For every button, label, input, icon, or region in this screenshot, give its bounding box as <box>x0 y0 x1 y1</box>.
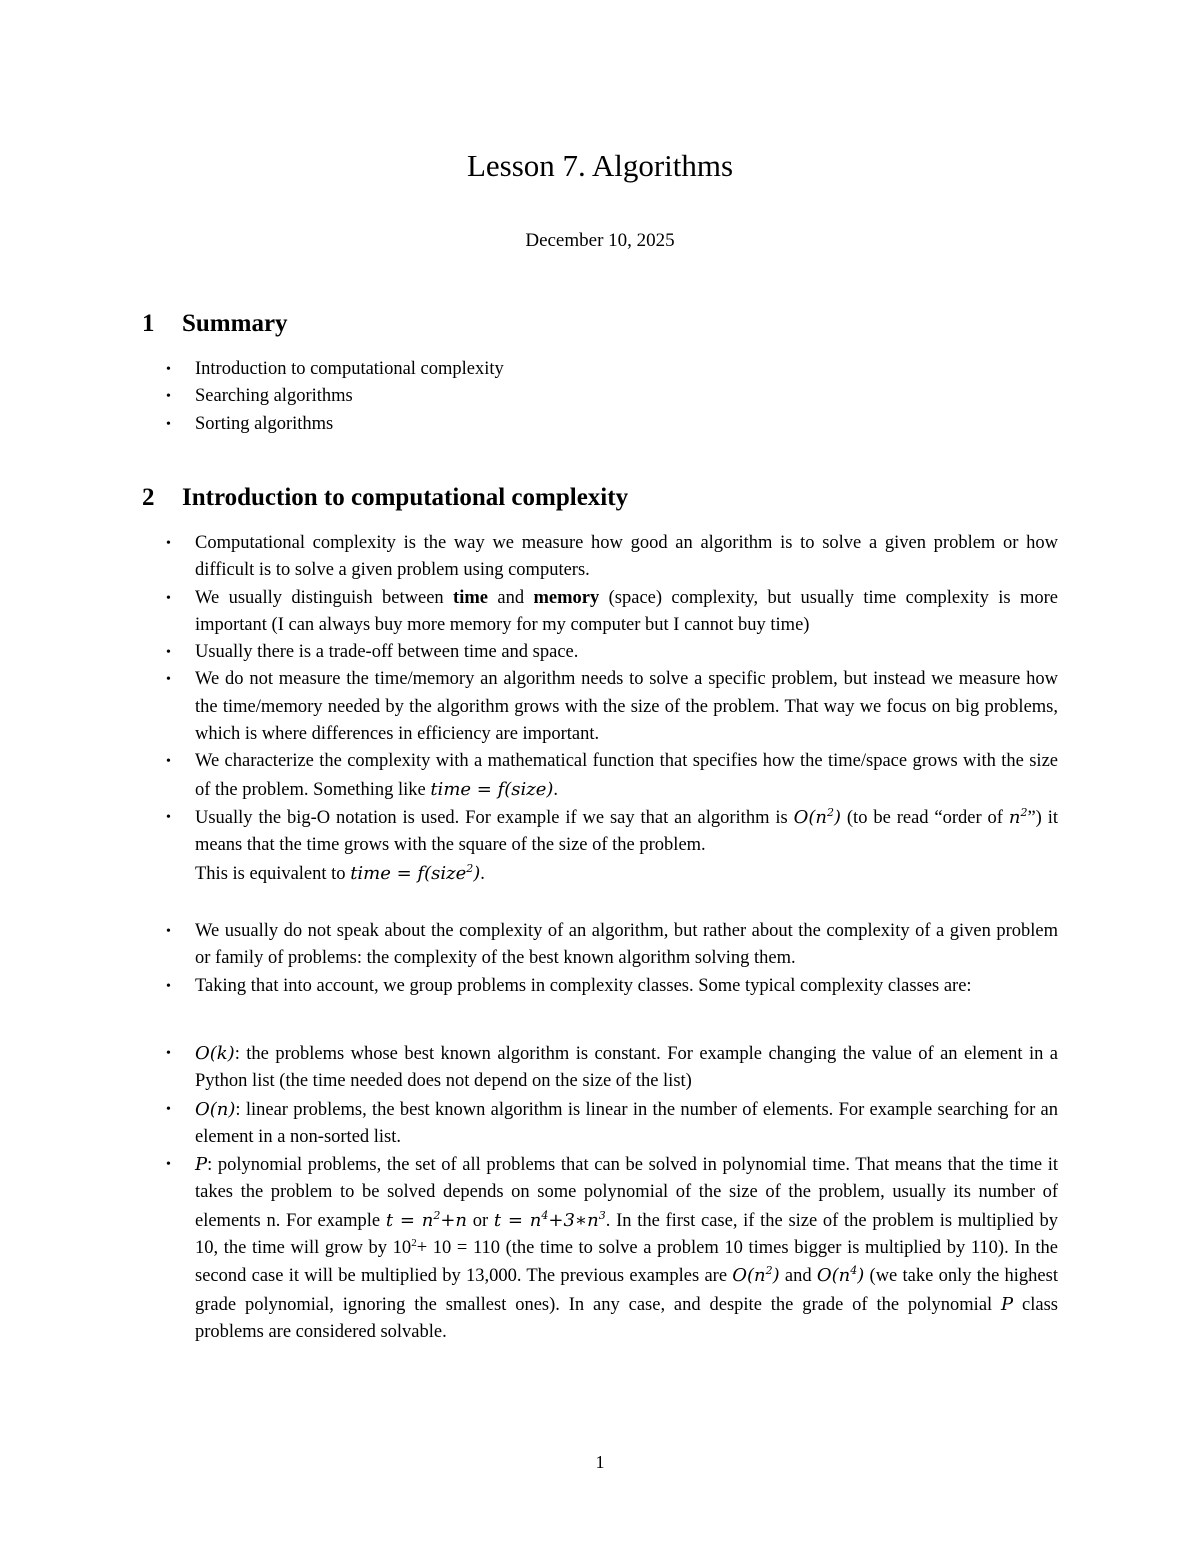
bullet-icon: • <box>166 590 171 606</box>
bullet-icon: • <box>166 754 171 770</box>
math-expression: $t = n^2+n$ <box>385 1208 468 1231</box>
bullet-icon: • <box>166 1157 171 1173</box>
math-expression: $t = n^4+3∗n^3$ <box>493 1208 606 1231</box>
bullet-icon: • <box>166 924 171 939</box>
bullet-icon: • <box>166 645 171 661</box>
section-title: Summary <box>182 310 288 337</box>
list-item: • We usually do not speak about the complexity of an algorithm, but rather about the complexity of a given problem or family of problems: the complexity of the best known algorithm solving them. <box>166 918 1058 973</box>
complexity-list-a <box>166 530 1058 888</box>
list-item: • Searching algorithms <box>166 383 1058 410</box>
list-item: • Usually there is a trade-off between time and space. <box>166 639 1058 666</box>
math-expression: $O(n^2)$ <box>732 1264 780 1287</box>
bullet-icon: • <box>166 809 171 825</box>
math-expression: P <box>195 1154 208 1176</box>
list-item: • P: polynomial problems, the set of all problems that can be solved in polynomial time. That means that the time it takes the problem to be solved depends on some polynomial of the size of the problem, usually its number of elements n. For example $t = n^2+n$ or $t = n^4+3∗n^3$. In the first case, if the size of the problem is multiplied by 10, the time will grow by $10^2+ 10 = 110$ (the time to solve a problem 10 times bigger is multiplied by 110). In the second case it will be multiplied by 13,000. The previous examples are $O(n^2)$ and $O(n^4)$ (we take only the highest grade polynomial, ignoring the smallest ones). In any case, and despite the grade of the polynomial P class problems are considered solvable. <box>166 1151 1058 1346</box>
section-number: 2 <box>142 484 155 511</box>
complexity-list-b <box>166 918 1058 1000</box>
bullet-icon: • <box>166 978 171 994</box>
list-item: • O(k): the problems whose best known algorithm is constant. For example changing the value of an element in a Python list (the time needed does not depend on the size of the list) <box>166 1040 1058 1096</box>
math-expression: $O(n^2)$ <box>793 805 841 828</box>
math-expression: O(k) <box>195 1043 235 1064</box>
math-expression: $O(n^4)$ <box>816 1264 865 1287</box>
list-item: • Introduction to computational complexity <box>166 356 1058 383</box>
list-item: • Computational complexity is the way we measure how good an algorithm is to solve a given problem or how difficult is to solve a given problem using computers. <box>166 530 1058 585</box>
page-number: 1 <box>595 1452 605 1472</box>
list-item: • We usually distinguish between time and memory (space) complexity, but usually time complexity is more important (I can always buy more memory for my computer but I cannot buy time) <box>166 585 1058 640</box>
bullet-icon: • <box>166 362 171 377</box>
list-item: • We characterize the complexity with a mathematical function that specifies how the time/space grows with the size of the problem. Something like time = f(size). <box>166 748 1058 804</box>
list-item: • Usually the big-O notation is used. For example if we say that an algorithm is $O(n^2)$ (to be read “order of $n^2$”) it means that the time grows with the square of the size of the problem. This is equivalent to time = f(size$^2$). <box>166 805 1059 884</box>
list-item: • We do not measure the time/memory an algorithm needs to solve a specific problem, but instead we measure how the time/memory needed by the algorithm grows with the size of the problem. That way we focus on big problems, which is where differences in efficiency are important. <box>166 666 1058 748</box>
summary-list <box>166 356 1058 438</box>
bullet-icon: • <box>166 1046 171 1061</box>
bullet-icon: • <box>166 389 171 405</box>
math-expression: time = f(size) <box>430 778 554 800</box>
section-heading-summary <box>142 308 288 340</box>
complexity-classes-list <box>166 1040 1058 1346</box>
math-expression: O(n) <box>195 1098 236 1120</box>
section-title: Introduction to computational complexity <box>182 484 629 511</box>
math-expression: P <box>1001 1293 1014 1315</box>
document-date: December 10, 2025 <box>525 230 675 251</box>
document-title: Lesson 7. Algorithms <box>466 148 734 183</box>
list-item: • Taking that into account, we group problems in complexity classes. Some typical complexity classes are: <box>166 973 1058 1000</box>
section-number: 1 <box>142 310 155 337</box>
bullet-icon: • <box>166 536 171 551</box>
bullet-icon: • <box>166 416 171 432</box>
math-expression: $n^2$ <box>1008 805 1028 828</box>
bullet-icon: • <box>166 1101 171 1117</box>
math-expression: time = f(size$^2$) <box>350 861 481 884</box>
list-item: • O(n): linear problems, the best known algorithm is linear in the number of elements. For example searching for an element in a non-sorted list. <box>166 1096 1058 1152</box>
list-item: • Sorting algorithms <box>166 411 1058 438</box>
section-heading-complexity <box>142 482 628 514</box>
bullet-icon: • <box>166 672 171 688</box>
